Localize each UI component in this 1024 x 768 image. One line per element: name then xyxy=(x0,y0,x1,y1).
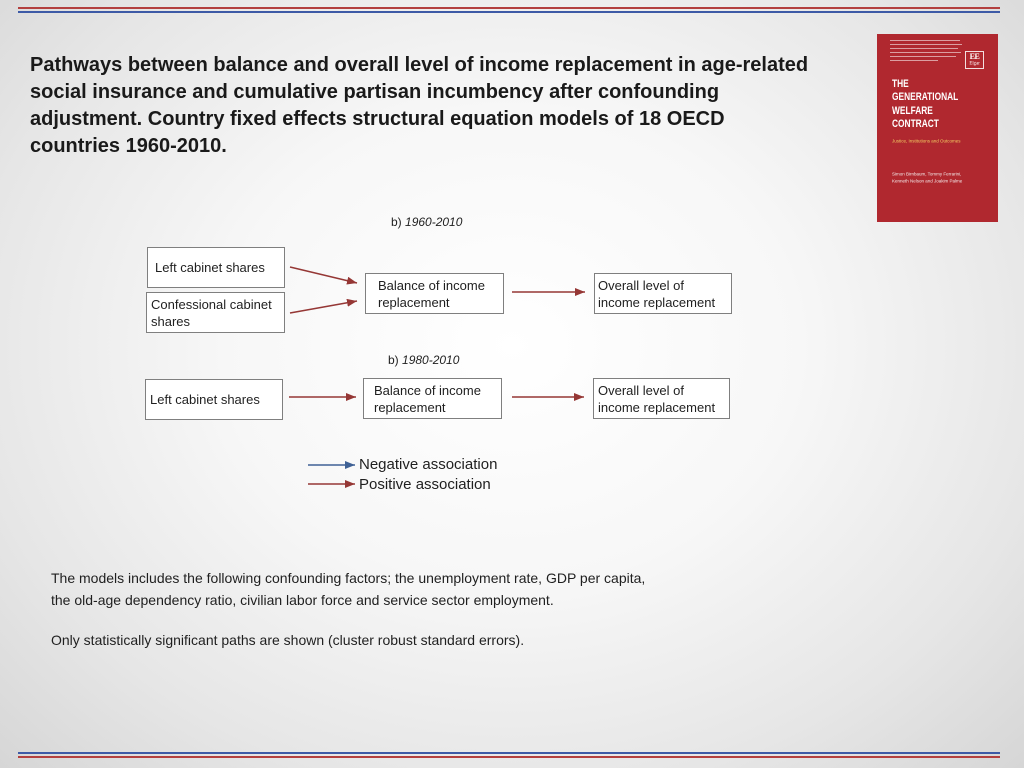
node-confessional-cabinet-shares-1960-2010 xyxy=(146,292,285,333)
panel-label-1980-2010 xyxy=(388,352,459,368)
panel-label-prefix: b) xyxy=(391,215,402,229)
node-label: Confessional cabinet shares xyxy=(151,296,272,329)
node-balance-1960-2010 xyxy=(365,273,504,314)
legend-negative-label: Negative association xyxy=(359,456,498,473)
node-label: Balance of income replacement xyxy=(378,277,485,310)
node-label: Overall level of income replacement xyxy=(598,382,716,415)
panel-label-period: 1960-2010 xyxy=(405,215,463,229)
note-confounders-line: The models includes the following confounding factors; the unemployment rate, GDP per capita, xyxy=(51,570,646,586)
slide-title-line: adjustment. Country fixed effects structural equation models of 18 OECD xyxy=(30,108,725,130)
node-overall-level-1980-2010 xyxy=(593,378,730,419)
cover-title-line: WELFARE xyxy=(892,104,933,117)
node-left-cabinet-shares-1980-2010 xyxy=(145,379,283,420)
arrow-confessional-cabinet-to-balance-1960-2010 xyxy=(290,301,357,313)
cover-authors-line: Kenneth Nelson and Joakim Palme xyxy=(892,178,963,184)
note-significance: Only statistically significant paths are shown (cluster robust standard errors). xyxy=(51,632,525,648)
panel-label-prefix: b) xyxy=(388,353,399,367)
node-left-cabinet-shares-1960-2010 xyxy=(147,247,285,288)
cover-authors-line: Simon Birnbaum, Tommy Ferrarini, xyxy=(892,171,962,177)
arrow-left-cabinet-to-balance-1960-2010 xyxy=(290,267,357,283)
legend-positive-label: Positive association xyxy=(359,476,491,493)
panel-label-1960-2010 xyxy=(391,214,462,230)
node-label: Left cabinet shares xyxy=(150,392,260,407)
slide-title-line: social insurance and cumulative partisan incumbency after confounding xyxy=(30,81,720,103)
cover-title-line: THE xyxy=(892,78,909,90)
cover-title-line: CONTRACT xyxy=(892,117,939,130)
node-overall-level-1960-2010 xyxy=(594,273,732,314)
slide-title-line: Pathways between balance and overall level of income replacement in age-related xyxy=(30,54,809,76)
publisher-logo-mark: EE xyxy=(969,52,980,61)
node-label: Balance of income replacement xyxy=(374,382,481,415)
cover-subtitle: Justice, Institutions and Outcomes xyxy=(892,138,961,144)
publisher-logo-name: Elgar xyxy=(969,60,980,66)
cover-title-line: GENERATIONAL xyxy=(892,91,959,104)
node-balance-1980-2010 xyxy=(363,378,502,419)
slide-title-line: countries 1960-2010. xyxy=(30,135,227,157)
panel-label-period: 1980-2010 xyxy=(402,353,460,367)
node-label: Overall level of income replacement xyxy=(598,277,716,310)
node-label: Left cabinet shares xyxy=(155,260,265,275)
note-confounders-line: the old-age dependency ratio, civilian labor force and service sector employment. xyxy=(51,592,554,608)
